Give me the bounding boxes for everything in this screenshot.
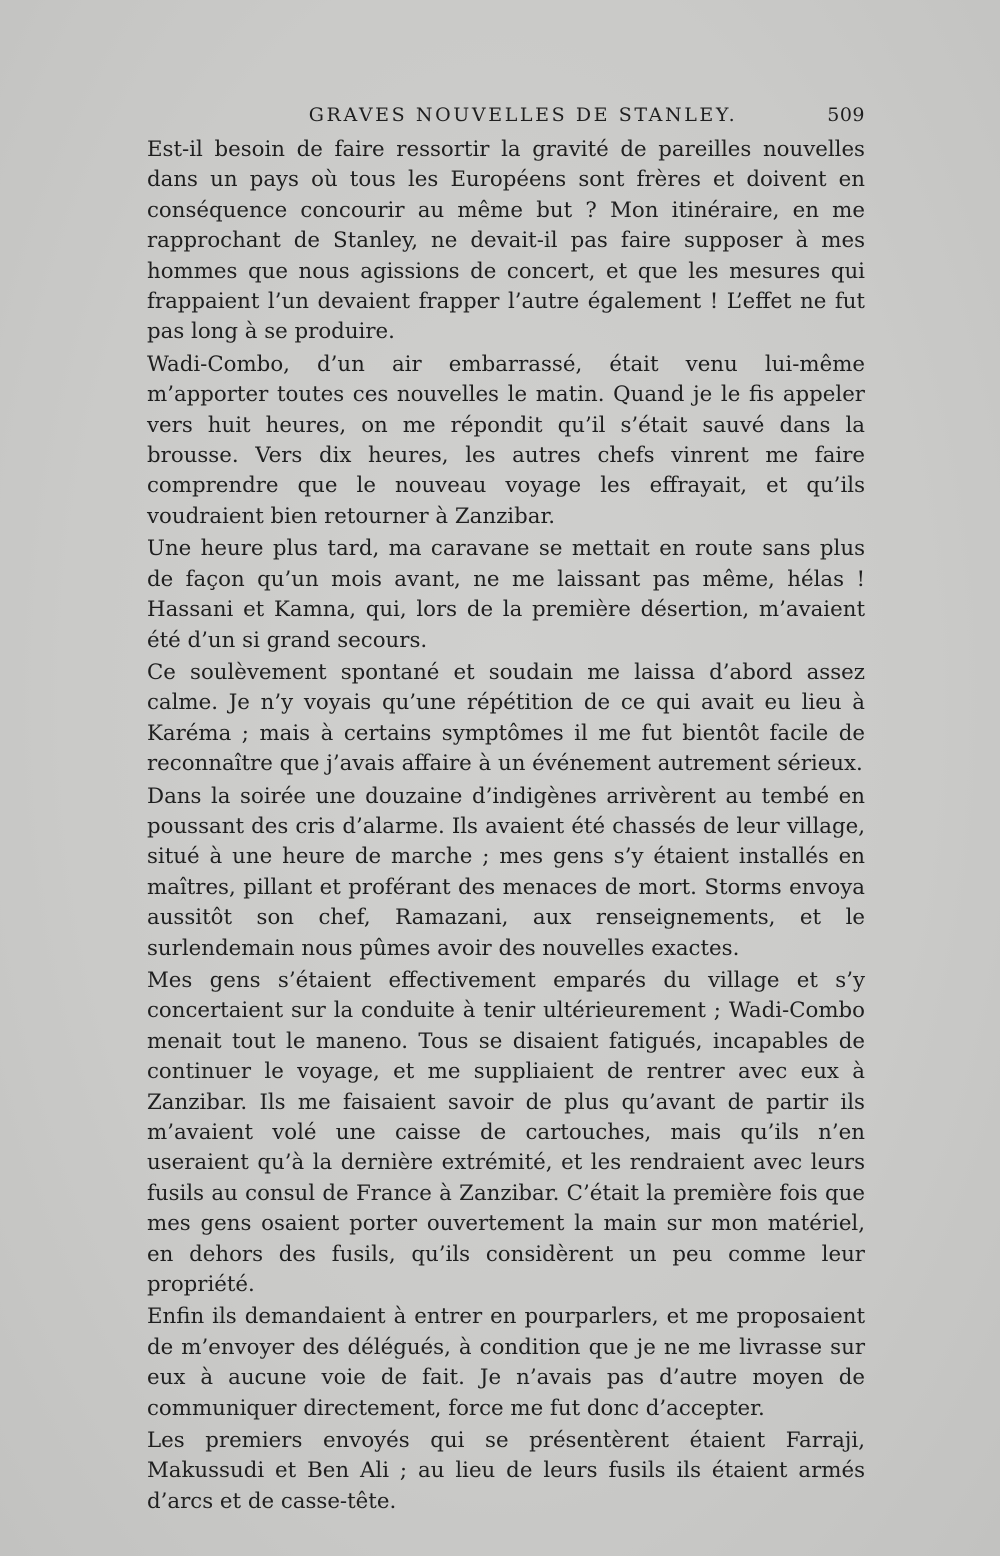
paragraph: Les premiers envoyés qui se présentèrent étaient Farraji, Makussudi et Ben Ali ; au lieu de leurs fusils ils étaient armés d’arcs et de casse-tête. [147, 1428, 865, 1514]
paragraph: Enfin ils demandaient à entrer en pourparlers, et me proposaient de m’envoyer des délégués, à condition que je ne me livrasse sur eux à aucune voie de fait. Je n’avais pas d’autre moyen de communiquer directement, force me fut donc d’accepter. [147, 1304, 865, 1421]
paragraph: Est-il besoin de faire ressortir la gravité de pareilles nouvelles dans un pays où tous les Européens sont frères et doivent en conséquence concourir au même but ? Mon itinéraire, en me rapprochant de Stanley, ne devait-il pas faire supposer à mes hommes que nous agissions de concert, et que les mesures qui frappaient l’un devaient frapper l’autre également ! L’effet ne fut pas long à se produire. [147, 137, 865, 345]
paragraph: Wadi-Combo, d’un air embarrassé, était venu lui-même m’apporter toutes ces nouvelles le matin. Quand je le fis appeler vers huit heures, on me répondit qu’il s’était sauvé dans la brousse. Vers dix heures, les autres chefs vinrent me faire comprendre que le nouveau voyage les effrayait, et qu’ils voudraient bien retourner à Zanzibar. [147, 351, 865, 529]
paragraph: Ce soulèvement spontané et soudain me laissa d’abord assez calme. Je n’y voyais qu’une répétition de ce qui avait eu lieu à Karéma ; mais à certains symptômes il me fut bientôt facile de reconnaître que j’avais affaire à un événement autrement sérieux. [147, 659, 865, 777]
paragraph: Une heure plus tard, ma caravane se mettait en route sans plus de façon qu’un mois avant, ne me laissant pas même, hélas ! Hassani et Kamna, qui, lors de la première désertion, m’avaient été d’un si grand secours. [147, 536, 865, 653]
paragraph: Mes gens s’étaient effectivement emparés du village et s’y concertaient sur la conduite à tenir ultérieurement ; Wadi-Combo menait tout le maneno. Tous se disaient fatigués, incapables de continuer le voyage, et me suppliaient de rentrer avec eux à Zanzibar. Ils me faisaient savoir de plus qu’avant de partir ils m’avaient volé une caisse de cartouches, mais qu’ils n’en useraient qu’à la dernière extrémité, et les rendraient avec leurs fusils au consul de France à Zanzibar. C’était la première fois que mes gens osaient porter ouvertement la main sur mon matériel, en dehors des fusils, qu’ils considèrent un peu comme leur propriété. [147, 967, 865, 1298]
page-number: 509 [827, 104, 865, 126]
body-text [147, 135, 865, 1519]
paragraph: Dans la soirée une douzaine d’indigènes arrivèrent au tembé en poussant des cris d’alarme. Ils avaient été chassés de leur village, situé à une heure de marche ; mes gens s’y étaient installés en maîtres, pillant et proférant des menaces de mort. Storms envoya aussitôt son chef, Ramazani, aux renseignements, et le surlendemain nous pûmes avoir des nouvelles exactes. [147, 783, 865, 961]
running-title: GRAVES NOUVELLES DE STANLEY. [308, 104, 738, 126]
running-head [147, 104, 865, 132]
